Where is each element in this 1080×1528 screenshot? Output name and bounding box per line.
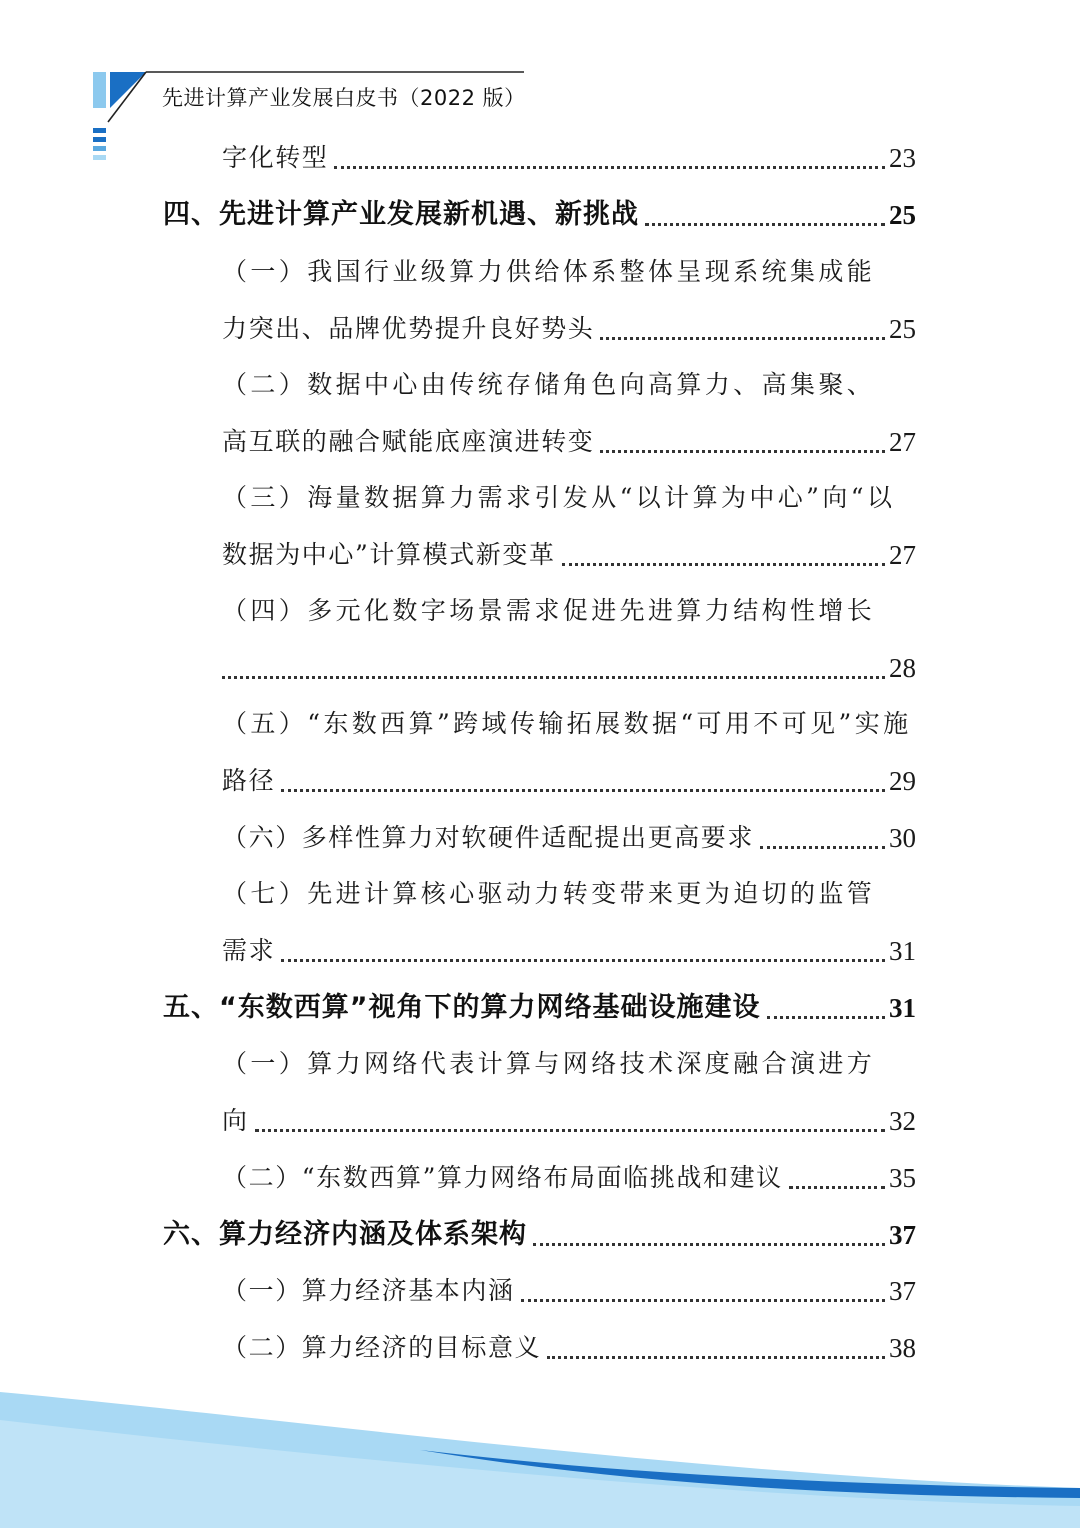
toc-leader-dots <box>547 1356 885 1359</box>
toc-page-number: 35 <box>889 1163 916 1193</box>
toc-page-number: 29 <box>889 766 916 796</box>
toc-page-number: 30 <box>889 823 916 853</box>
toc-entry[interactable] <box>222 704 916 744</box>
toc-page-number: 23 <box>889 143 916 173</box>
toc-entry[interactable] <box>222 478 916 518</box>
toc-section[interactable] <box>163 988 916 1028</box>
side-stripe-3 <box>93 146 106 151</box>
toc-entry[interactable] <box>222 1101 916 1141</box>
toc-entry[interactable] <box>222 252 916 292</box>
toc-entry-text: 六、算力经济内涵及体系架构 <box>163 1219 527 1250</box>
toc-leader-dots <box>334 166 885 169</box>
toc-page-number: 31 <box>889 936 916 966</box>
toc-entry-text: （二）算力经济的目标意义 <box>222 1333 542 1362</box>
toc-page-number: 31 <box>889 993 916 1023</box>
toc-entry[interactable] <box>222 1328 916 1368</box>
side-stripe-4 <box>93 155 106 160</box>
toc-entry[interactable] <box>222 535 916 575</box>
toc-leader-dots <box>281 789 885 792</box>
toc-entry-text: （六）多样性算力对软硬件适配提出更高要求 <box>222 823 755 852</box>
toc-section[interactable] <box>163 195 916 235</box>
toc-entry[interactable] <box>222 761 916 801</box>
toc-entry-text: （二）数据中心由传统存储角色向高算力、高集聚、 <box>222 370 876 399</box>
toc-page-number: 32 <box>889 1106 916 1136</box>
toc-entry[interactable] <box>222 138 916 178</box>
toc-leader-dots <box>281 959 885 962</box>
toc-entry[interactable] <box>222 818 916 858</box>
toc-entry[interactable] <box>222 1158 916 1198</box>
toc-entry-text: 四、先进计算产业发展新机遇、新挑战 <box>163 199 639 230</box>
toc-entry[interactable] <box>222 309 916 349</box>
toc-entry[interactable] <box>222 874 916 914</box>
header-title: 先进计算产业发展白皮书（2022 版） <box>162 86 526 110</box>
toc-leader-dots <box>600 337 885 340</box>
toc-entry-text: 向 <box>222 1106 249 1135</box>
toc-entry-text: 路径 <box>222 766 276 795</box>
toc-leader-dots <box>222 676 885 679</box>
toc-entry-text: 力突出、品牌优势提升良好势头 <box>222 314 595 343</box>
header-triangle <box>110 72 146 108</box>
toc-entry-text: 高互联的融合赋能底座演进转变 <box>222 427 595 456</box>
toc-leader-dots <box>521 1299 885 1302</box>
toc-entry[interactable] <box>222 648 916 688</box>
toc-entry-text: 字化转型 <box>222 143 329 172</box>
toc-leader-dots <box>255 1129 885 1132</box>
toc-entry-text: （五）“东数西算”跨域传输拓展数据“可用不可见”实施 <box>222 709 912 738</box>
toc-page-number: 37 <box>889 1220 916 1250</box>
toc-leader-dots <box>760 846 885 849</box>
toc-entry[interactable] <box>222 365 916 405</box>
toc-leader-dots <box>789 1186 885 1189</box>
toc-entry-text: （一）我国行业级算力供给体系整体呈现系统集成能 <box>222 257 876 286</box>
toc-page-number: 27 <box>889 427 916 457</box>
toc-entry-text: （三）海量数据算力需求引发从“以计算为中心”向“以 <box>222 483 896 512</box>
toc-page-number: 27 <box>889 540 916 570</box>
toc-entry-text: 需求 <box>222 936 276 965</box>
toc-page-number: 37 <box>889 1276 916 1306</box>
side-stripe-1 <box>93 128 106 133</box>
toc-leader-dots <box>600 450 885 453</box>
toc-leader-dots <box>645 223 885 226</box>
toc-leader-dots <box>767 1016 886 1019</box>
toc-entry-text: （一）算力经济基本内涵 <box>222 1276 515 1305</box>
toc-entry-text: （一）算力网络代表计算与网络技术深度融合演进方 <box>222 1049 876 1078</box>
toc-entry-text: （四）多元化数字场景需求促进先进算力结构性增长 <box>222 596 876 625</box>
toc-entry-text: （二）“东数西算”算力网络布局面临挑战和建议 <box>222 1163 783 1192</box>
side-stripe-2 <box>93 137 106 142</box>
toc-leader-dots <box>562 563 885 566</box>
toc-page-number: 28 <box>889 653 916 683</box>
toc-page-number: 38 <box>889 1333 916 1363</box>
footer-wave-decoration <box>0 1380 1080 1528</box>
toc-leader-dots <box>533 1243 885 1246</box>
toc-entry[interactable] <box>222 422 916 462</box>
toc-entry[interactable] <box>222 931 916 971</box>
toc-entry[interactable] <box>222 1044 916 1084</box>
toc-section[interactable] <box>163 1215 916 1255</box>
toc-page-number: 25 <box>889 200 916 230</box>
header-bar-light <box>93 72 106 108</box>
toc-entry-text: 五、“东数西算”视角下的算力网络基础设施建设 <box>163 992 761 1023</box>
toc-entry[interactable] <box>222 591 916 631</box>
toc-entry-text: （七）先进计算核心驱动力转变带来更为迫切的监管 <box>222 879 876 908</box>
toc-page-number: 25 <box>889 314 916 344</box>
toc-entry[interactable] <box>222 1271 916 1311</box>
toc-entry-text: 数据为中心”计算模式新变革 <box>222 540 556 569</box>
